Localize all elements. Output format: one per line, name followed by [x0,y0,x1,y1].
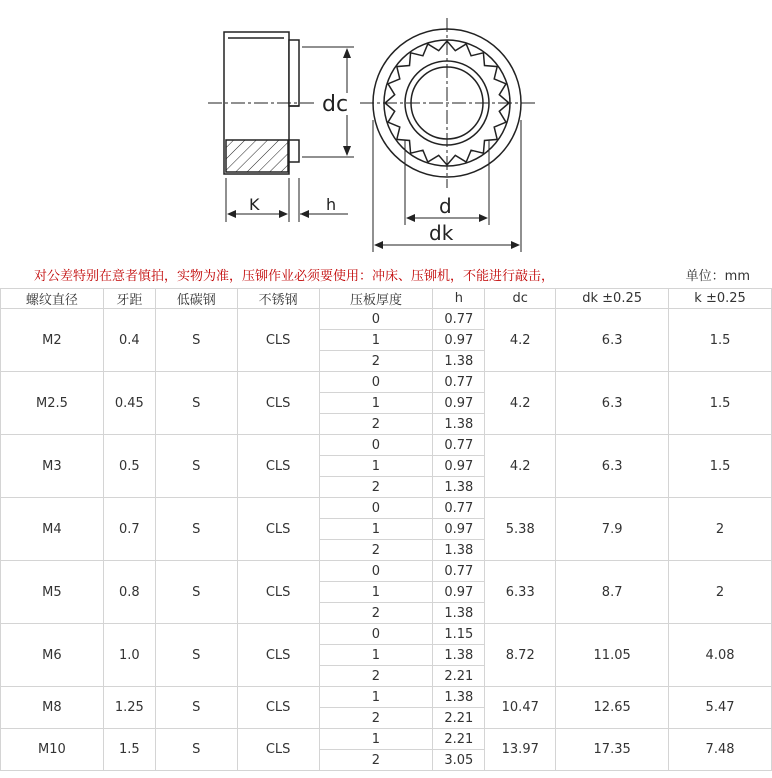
cell-thickness: 1 [319,519,433,540]
cell-size: M8 [1,687,104,729]
table-row [1,372,772,393]
table-row [1,498,772,519]
cell-k: 2 [669,498,772,561]
cell-dk: 6.3 [556,435,669,498]
cell-h: 1.15 [433,624,485,645]
cell-dc: 4.2 [485,309,556,372]
cell-h: 0.77 [433,372,485,393]
cell-dc: 4.2 [485,372,556,435]
cell-dc: 8.72 [485,624,556,687]
cell-h: 1.38 [433,645,485,666]
unit-label: 单位：mm [685,269,750,284]
cell-dc: 13.97 [485,729,556,771]
column-header: 不锈钢 [237,289,319,309]
cell-size: M3 [1,435,104,498]
cell-size: M2.5 [1,372,104,435]
cell-carbon: S [155,309,237,372]
cell-thickness: 0 [319,435,433,456]
cell-dk: 7.9 [556,498,669,561]
cell-dk: 8.7 [556,561,669,624]
cell-dc: 5.38 [485,498,556,561]
table-row [1,561,772,582]
cell-stainless: CLS [237,309,319,372]
cell-h: 3.05 [433,750,485,771]
cell-thickness: 1 [319,330,433,351]
cell-stainless: CLS [237,435,319,498]
cell-thickness: 1 [319,456,433,477]
column-header: 压板厚度 [319,289,433,309]
cell-k: 2 [669,561,772,624]
cell-h: 0.97 [433,330,485,351]
cell-h: 2.21 [433,708,485,729]
cell-thickness: 0 [319,309,433,330]
cell-thickness: 1 [319,393,433,414]
cell-thickness: 2 [319,414,433,435]
column-header: 牙距 [103,289,155,309]
cell-thickness: 1 [319,645,433,666]
cell-thickness: 2 [319,351,433,372]
cell-thickness: 0 [319,561,433,582]
cell-h: 0.77 [433,561,485,582]
cell-k: 1.5 [669,309,772,372]
cell-k: 4.08 [669,624,772,687]
cell-k: 1.5 [669,435,772,498]
spec-table [0,288,772,771]
column-header: h [433,289,485,309]
cell-thickness: 2 [319,708,433,729]
cell-stainless: CLS [237,687,319,729]
cell-thickness: 2 [319,750,433,771]
cell-h: 2.21 [433,666,485,687]
cell-h: 0.77 [433,498,485,519]
cell-dk: 11.05 [556,624,669,687]
cell-dk: 12.65 [556,687,669,729]
cell-h: 0.97 [433,519,485,540]
cell-thickness: 0 [319,498,433,519]
cell-dc: 10.47 [485,687,556,729]
cell-h: 1.38 [433,414,485,435]
column-header: dc [485,289,556,309]
side-view [208,32,354,222]
cell-carbon: S [155,687,237,729]
cell-size: M6 [1,624,104,687]
cell-pitch: 0.7 [103,498,155,561]
cell-k: 1.5 [669,372,772,435]
table-row [1,624,772,645]
cell-k: 5.47 [669,687,772,729]
cell-dc: 6.33 [485,561,556,624]
cell-stainless: CLS [237,498,319,561]
label-dc: dc [322,92,349,117]
cell-h: 1.38 [433,477,485,498]
cell-size: M10 [1,729,104,771]
cell-pitch: 0.45 [103,372,155,435]
cell-carbon: S [155,561,237,624]
label-k: K [249,195,260,214]
cell-k: 7.48 [669,729,772,771]
cell-h: 0.97 [433,456,485,477]
cell-size: M4 [1,498,104,561]
cell-carbon: S [155,498,237,561]
column-header: 螺纹直径 [1,289,104,309]
table-row [1,687,772,708]
cell-thickness: 0 [319,372,433,393]
table-header [1,289,772,309]
cell-dk: 6.3 [556,372,669,435]
cell-stainless: CLS [237,561,319,624]
table-row [1,309,772,330]
cell-thickness: 2 [319,603,433,624]
cell-h: 0.77 [433,435,485,456]
cell-h: 2.21 [433,729,485,750]
cell-pitch: 1.5 [103,729,155,771]
cell-h: 0.77 [433,309,485,330]
cell-stainless: CLS [237,624,319,687]
label-h: h [326,195,337,214]
cell-h: 1.38 [433,687,485,708]
technical-drawing [0,0,772,266]
cell-pitch: 1.0 [103,624,155,687]
cell-pitch: 0.5 [103,435,155,498]
tolerance-note: 对公差特别在意者慎拍，实物为准，压铆作业必须要使用：冲床、压铆机，不能进行敲击， [34,269,555,284]
cell-h: 0.97 [433,393,485,414]
cell-h: 0.97 [433,582,485,603]
cell-stainless: CLS [237,729,319,771]
label-dk: dk [429,221,454,245]
cell-pitch: 0.4 [103,309,155,372]
cell-h: 1.38 [433,540,485,561]
cell-h: 1.38 [433,351,485,372]
column-header: dk ±0.25 [556,289,669,309]
cell-thickness: 2 [319,477,433,498]
cell-carbon: S [155,435,237,498]
cell-thickness: 1 [319,687,433,708]
cell-dc: 4.2 [485,435,556,498]
cell-dk: 17.35 [556,729,669,771]
cell-pitch: 1.25 [103,687,155,729]
cell-thickness: 2 [319,666,433,687]
cell-thickness: 1 [319,729,433,750]
cell-thickness: 1 [319,582,433,603]
label-d: d [439,194,452,218]
table-row [1,435,772,456]
cell-thickness: 2 [319,540,433,561]
cell-carbon: S [155,729,237,771]
notice-bar [0,266,772,288]
table-row [1,729,772,750]
cell-thickness: 0 [319,624,433,645]
column-header: 低碳钢 [155,289,237,309]
cell-carbon: S [155,372,237,435]
column-header: k ±0.25 [669,289,772,309]
cell-pitch: 0.8 [103,561,155,624]
cell-carbon: S [155,624,237,687]
cell-h: 1.38 [433,603,485,624]
cell-size: M2 [1,309,104,372]
cell-stainless: CLS [237,372,319,435]
cell-size: M5 [1,561,104,624]
cell-dk: 6.3 [556,309,669,372]
